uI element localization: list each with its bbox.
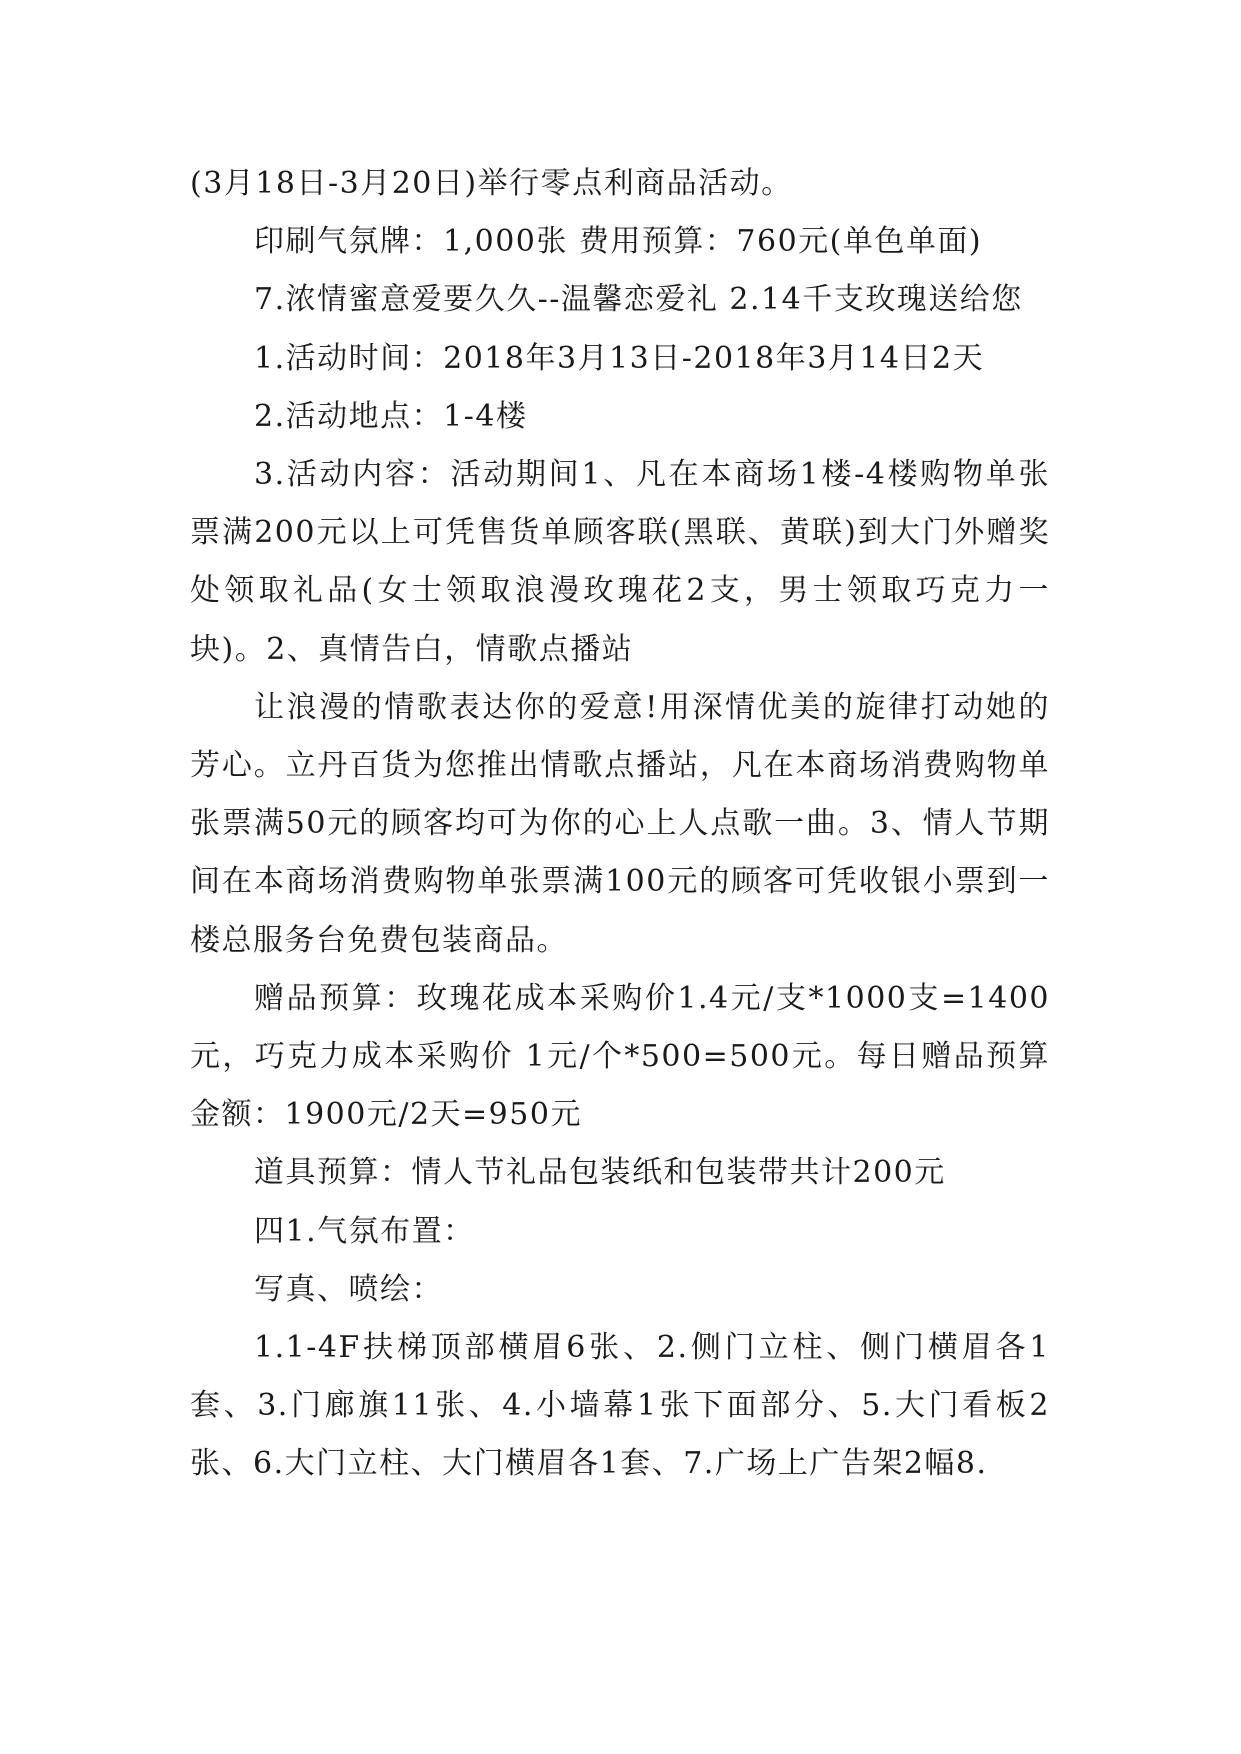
document-body: [190, 155, 1050, 1494]
paragraph-7: 让浪漫的情歌表达你的爱意!用深情优美的旋律打动她的芳心。立丹百货为您推出情歌点播站，凡在本商场消费购物单张票满50元的顾客均可为你的心上人点歌一曲。3、情人节期间在本商场消费购物单张票满100元的顾客可凭收银小票到一楼总服务台免费包装商品。: [190, 689, 1050, 958]
paragraph-4: 1.活动时间：2018年3月13日-2018年3月14日2天: [254, 340, 985, 376]
paragraph-9: 道具预算：情人节礼品包装纸和包装带共计200元: [254, 1155, 946, 1191]
paragraph-1: (3月18日-3月20日)举行零点利商品活动。: [190, 166, 793, 201]
paragraph-5: 2.活动地点：1-4楼: [254, 398, 528, 434]
paragraph-2: 印刷气氛牌：1,000张 费用预算：760元(单色单面): [254, 224, 983, 260]
paragraph-12: 1.1-4F扶梯顶部横眉6张、2.侧门立柱、侧门横眉各1套、3.门廊旗11张、4.小墙幕1张下面部分、5.大门看板2张、6.大门立柱、大门横眉各1套、7.广场上广告架2幅8.: [190, 1330, 1050, 1482]
paragraph-10: 四1.气氛布置：: [254, 1213, 475, 1249]
paragraph-11: 写真、喷绘：: [254, 1271, 443, 1307]
paragraph-8: 赠品预算：玫瑰花成本采购价1.4元/支*1000支=1400元，巧克力成本采购价 1元/个*500=500元。每日赠品预算金额：1900元/2天=950元: [190, 980, 1050, 1133]
paragraph-3: 7.浓情蜜意爱要久久--温馨恋爱礼 2.14千支玫瑰送给您: [254, 282, 1023, 318]
paragraph-6: 3.活动内容：活动期间1、凡在本商场1楼-4楼购物单张票满200元以上可凭售货单顾客联(黑联、黄联)到大门外赠奖处领取礼品(女士领取浪漫玫瑰花2支，男士领取巧克力一块)。2、真情告白，情歌点播站: [190, 457, 1050, 667]
